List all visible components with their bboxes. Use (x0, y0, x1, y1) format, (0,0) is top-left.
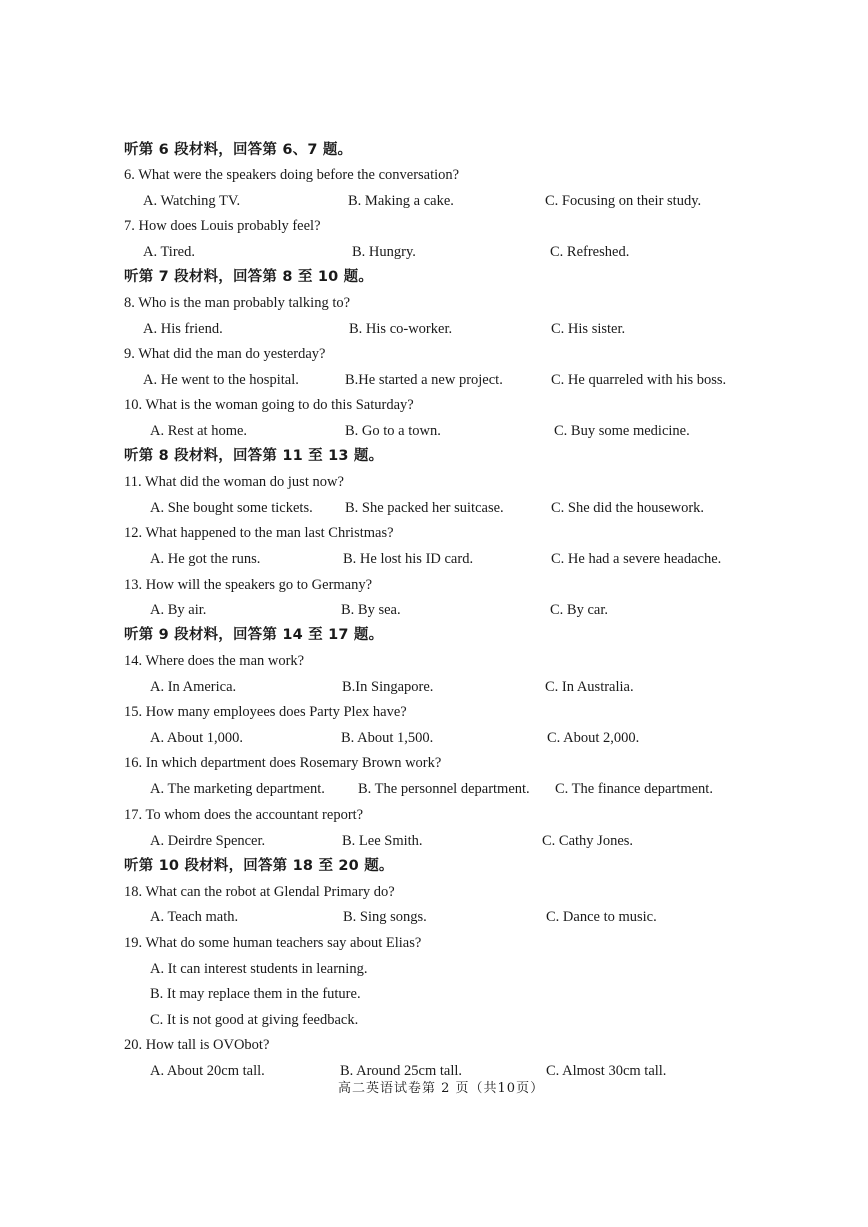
option-15c: C. About 2,000. (547, 730, 640, 746)
option-18a: A. Teach math. (150, 909, 239, 925)
option-14a: A. In America. (150, 679, 237, 695)
page-footer: 高二英语试卷第 2 页（共10页） (338, 1081, 545, 1096)
option-18c: C. Dance to music. (546, 909, 657, 925)
option-7c: C. Refreshed. (550, 244, 630, 260)
option-6a: A. Watching TV. (143, 193, 241, 209)
question-13: 13. How will the speakers go to Germany? (124, 577, 373, 593)
option-13a: A. By air. (150, 602, 207, 618)
option-11c: C. She did the housework. (551, 500, 705, 516)
option-15a: A. About 1,000. (150, 730, 244, 746)
option-19c: C. It is not good at giving feedback. (150, 1012, 359, 1028)
option-17c: C. Cathy Jones. (542, 833, 634, 849)
option-7b: B. Hungry. (352, 244, 416, 260)
question-14: 14. Where does the man work? (124, 653, 305, 669)
option-15b: B. About 1,500. (341, 730, 434, 746)
section-heading-7: 听第 7 段材料，回答第 8 至 10 题。 (124, 269, 374, 285)
question-11: 11. What did the woman do just now? (124, 474, 344, 490)
option-16b: B. The personnel department. (358, 781, 530, 797)
option-18b: B. Sing songs. (343, 909, 427, 925)
question-18: 18. What can the robot at Glendal Primary do? (124, 884, 395, 900)
option-10c: C. Buy some medicine. (554, 423, 690, 439)
option-13c: C. By car. (550, 602, 608, 618)
question-17: 17. To whom does the accountant report? (124, 807, 364, 823)
option-13b: B. By sea. (341, 602, 401, 618)
option-11b: B. She packed her suitcase. (345, 500, 504, 516)
option-9c: C. He quarreled with his boss. (551, 372, 727, 388)
section-heading-9: 听第 9 段材料，回答第 14 至 17 题。 (124, 627, 384, 643)
section-heading-10: 听第 10 段材料，回答第 18 至 20 题。 (124, 858, 394, 874)
option-20b: B. Around 25cm tall. (340, 1063, 463, 1079)
option-16a: A. The marketing department. (150, 781, 325, 797)
option-20a: A. About 20cm tall. (150, 1063, 265, 1079)
section-heading-6: 听第 6 段材料，回答第 6、7 题。 (124, 142, 353, 158)
option-6b: B. Making a cake. (348, 193, 454, 209)
option-14c: C. In Australia. (545, 679, 634, 695)
option-12b: B. He lost his ID card. (343, 551, 474, 567)
question-15: 15. How many employees does Party Plex have? (124, 704, 407, 720)
question-7: 7. How does Louis probably feel? (124, 218, 321, 234)
option-12c: C. He had a severe headache. (551, 551, 722, 567)
option-10b: B. Go to a town. (345, 423, 441, 439)
option-9a: A. He went to the hospital. (143, 372, 299, 388)
question-6: 6. What were the speakers doing before the conversation? (124, 167, 460, 183)
option-14b: B.In Singapore. (342, 679, 434, 695)
question-16: 16. In which department does Rosemary Brown work? (124, 755, 442, 771)
question-9: 9. What did the man do yesterday? (124, 346, 326, 362)
option-8a: A. His friend. (143, 321, 223, 337)
option-17b: B. Lee Smith. (342, 833, 423, 849)
option-6c: C. Focusing on their study. (545, 193, 702, 209)
question-10: 10. What is the woman going to do this Saturday? (124, 397, 414, 413)
option-12a: A. He got the runs. (150, 551, 261, 567)
option-10a: A. Rest at home. (150, 423, 248, 439)
option-19a: A. It can interest students in learning. (150, 961, 368, 977)
question-19: 19. What do some human teachers say about Elias? (124, 935, 422, 951)
option-20c: C. Almost 30cm tall. (546, 1063, 667, 1079)
question-8: 8. Who is the man probably talking to? (124, 295, 351, 311)
option-17a: A. Deirdre Spencer. (150, 833, 266, 849)
option-8c: C. His sister. (551, 321, 626, 337)
option-9b: B.He started a new project. (345, 372, 503, 388)
section-heading-8: 听第 8 段材料，回答第 11 至 13 题。 (124, 448, 384, 464)
option-7a: A. Tired. (143, 244, 195, 260)
option-19b: B. It may replace them in the future. (150, 986, 361, 1002)
question-12: 12. What happened to the man last Christmas? (124, 525, 394, 541)
question-20: 20. How tall is OVObot? (124, 1037, 270, 1053)
option-11a: A. She bought some tickets. (150, 500, 313, 516)
option-8b: B. His co-worker. (349, 321, 453, 337)
option-16c: C. The finance department. (555, 781, 713, 797)
